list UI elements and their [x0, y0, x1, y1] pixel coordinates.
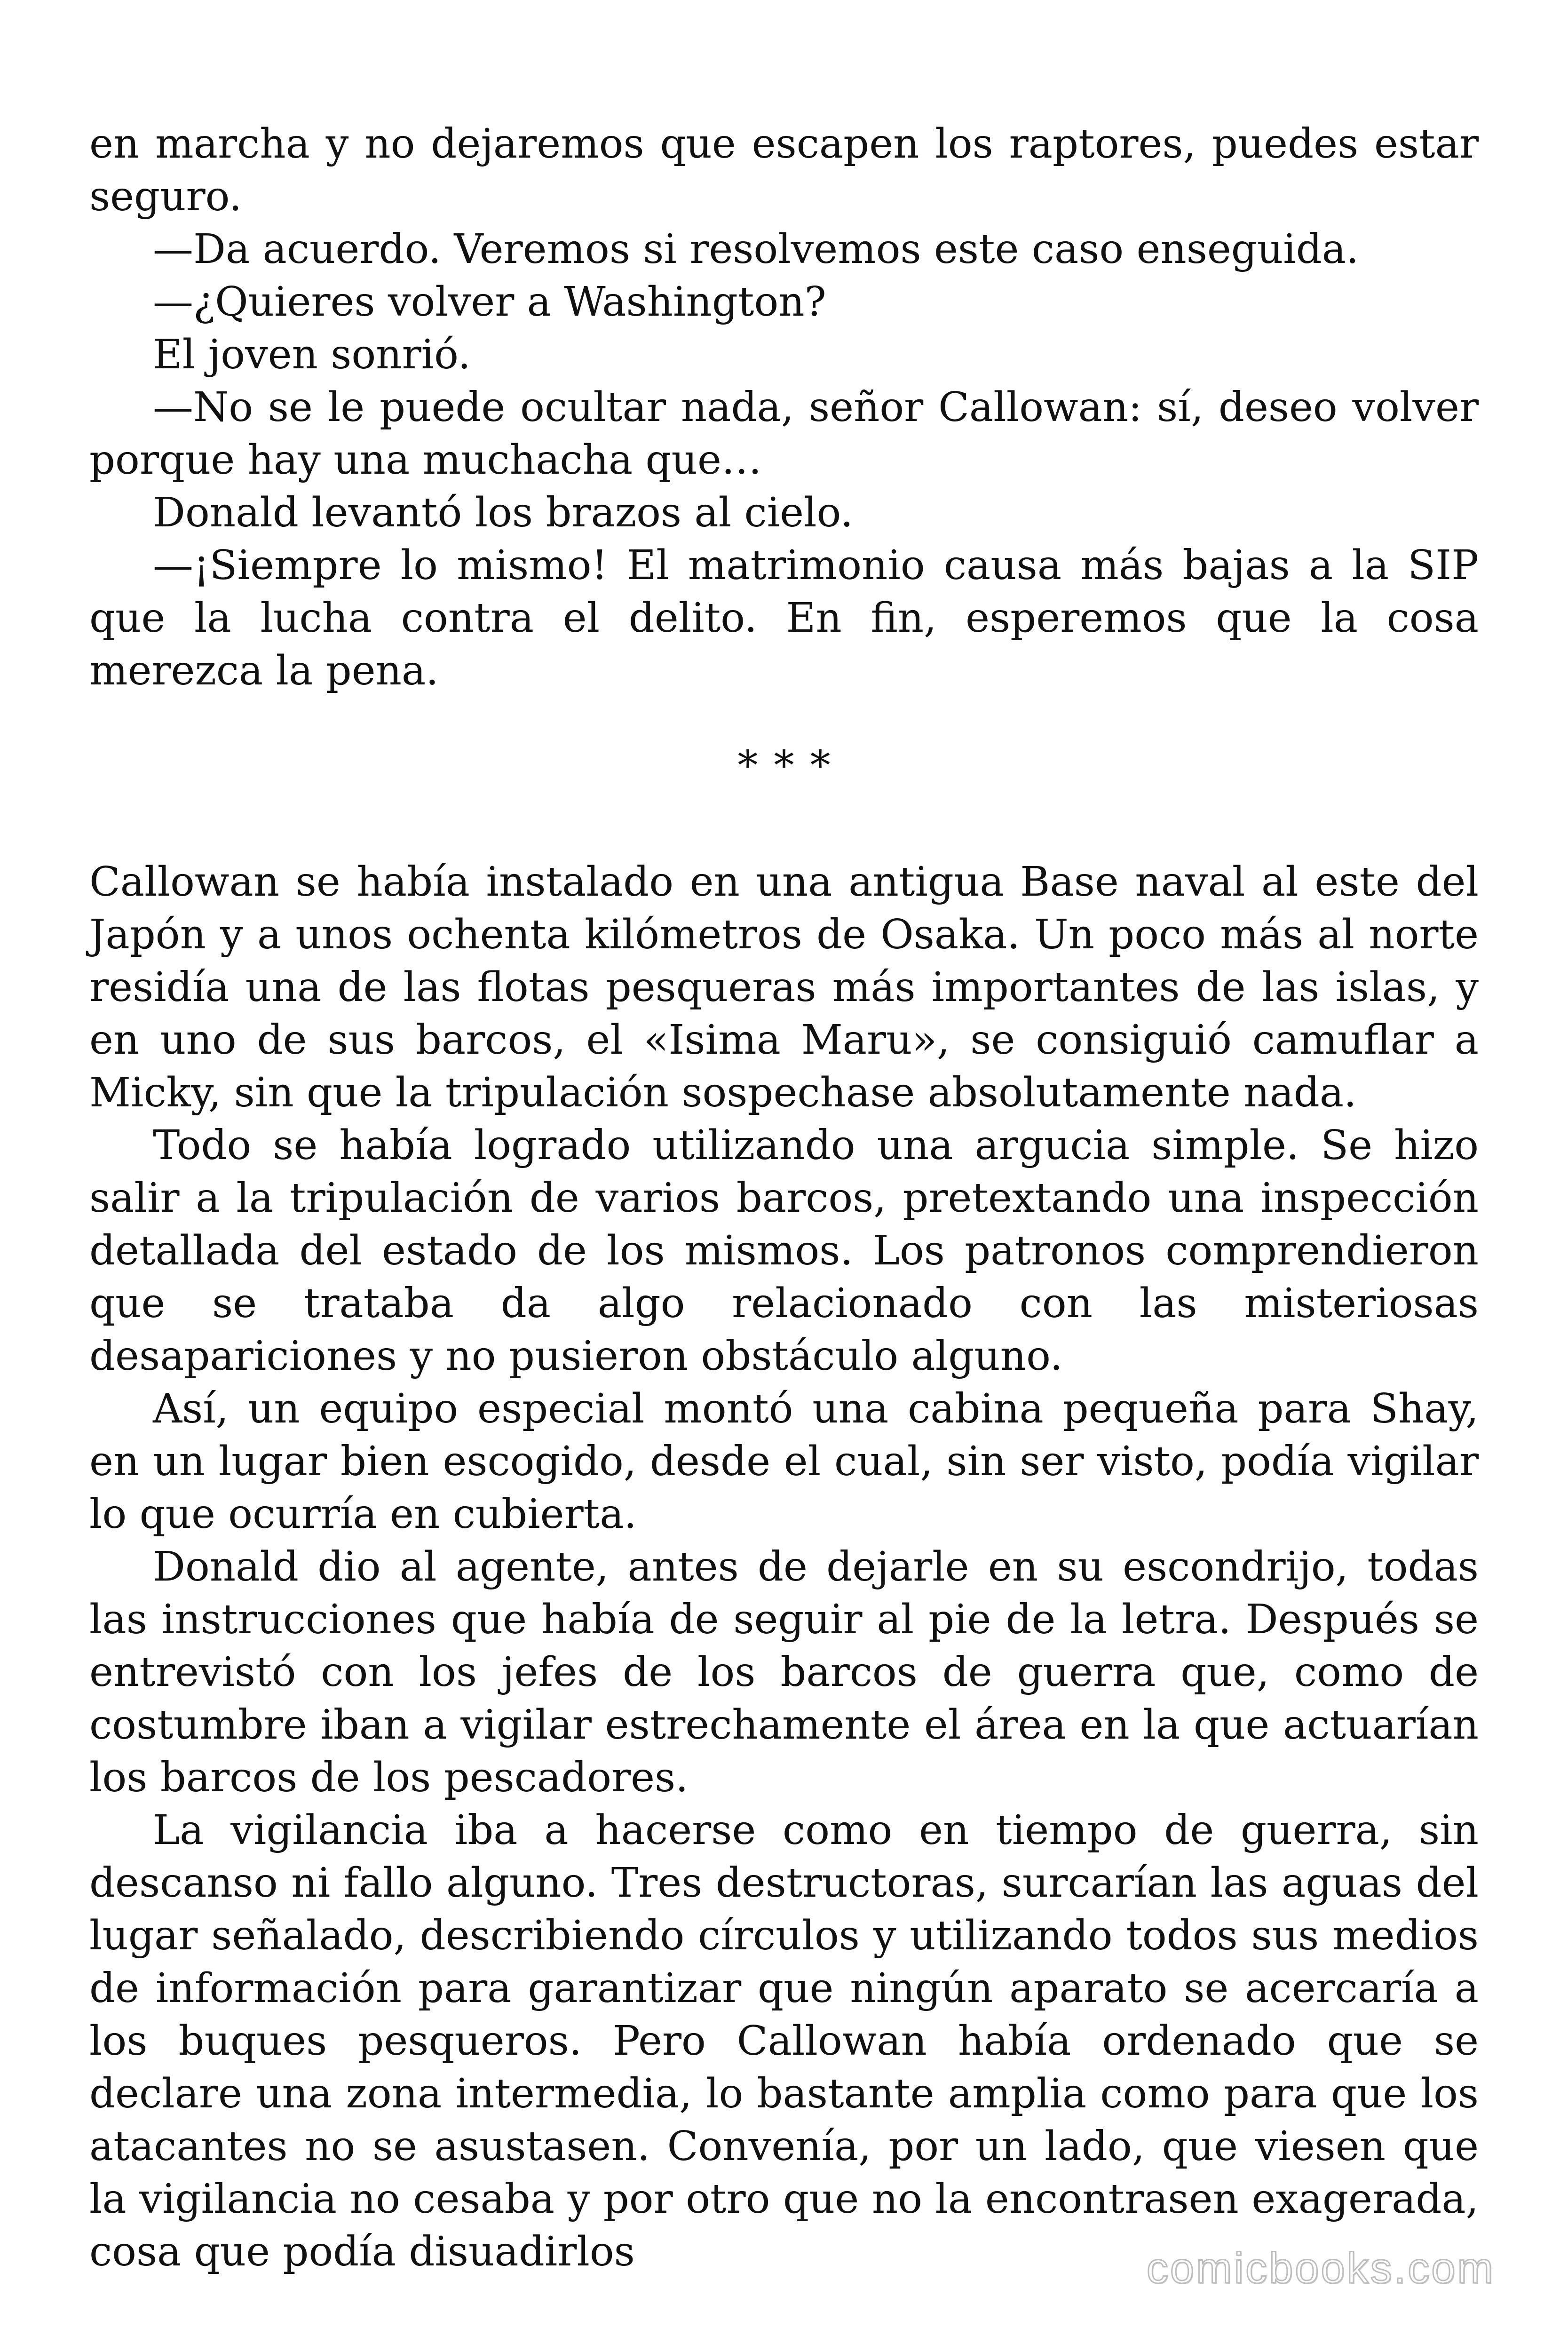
paragraph: —¡Siempre lo mismo! El matrimonio causa más bajas a la SIP que la lucha contra el delito. En fin, esperemos que la cosa merezca la pena.: [89, 542, 1479, 694]
paragraph: —No se le puede ocultar nada, señor Callowan: sí, deseo volver porque hay una muchacha que…: [89, 384, 1479, 484]
paragraph: Así, un equipo especial montó una cabina pequeña para Shay, en un lugar bien escogido, desde el cual, sin ser visto, podía vigilar lo que ocurría en cubierta.: [89, 1385, 1479, 1538]
paragraph: Todo se había logrado utilizando una argucia simple. Se hizo salir a la tripulación de varios barcos, pretextando una inspección detallada del estado de los mismos. Los patronos comprendieron que se trataba da algo relacionado con las misteriosas desapariciones y no pusieron obstáculo alguno.: [89, 1122, 1479, 1380]
paragraph: —Da acuerdo. Veremos si resolvemos este caso enseguida.: [153, 226, 1359, 273]
paragraph-section-start: Callowan se había instalado en una antigua Base naval al este del Japón y a unos ochenta kilómetros de Osaka. Un poco más al norte residía una de las flotas pesqueras más importantes de las islas, y en uno de sus barcos, el «Isima Maru», se consiguió camuflar a Micky, sin que la tripulación sospechase absolutamente nada.: [89, 858, 1479, 1116]
watermark-text: comicbooks.com: [1146, 2244, 1495, 2292]
paragraph: El joven sonrió.: [153, 331, 471, 378]
paragraph: Donald dio al agente, antes de dejarle en su escondrijo, todas las instrucciones que había de seguir al pie de la letra. Después se entrevistó con los jefes de los barcos de guerra que, como de costumbre iban a vigilar estrechamente el área en la que actuarían los barcos de los pescadores.: [89, 1543, 1479, 1801]
paragraph: La vigilancia iba a hacerse como en tiempo de guerra, sin descanso ni fallo alguno. Tres destructoras, surcarían las aguas del lugar señalado, describiendo círculos y utilizando todos sus medios de información para garantizar que ningún aparato se acercaría a los buques pesqueros. Pero Callowan había ordenado que se declare una zona intermedia, lo bastante amplia como para que los atacantes no se asustasen. Convenía, por un lado, que viesen que la vigilancia no cesaba y por otro que no la encontrasen exagerada, cosa que podía disuadirlos: [89, 1807, 1479, 2275]
book-page: [89, 118, 1479, 2278]
paragraph: —¿Quieres volver a Washington?: [153, 278, 826, 326]
paragraph-continuation: en marcha y no dejaremos que escapen los raptores, puedes estar seguro.: [89, 120, 1479, 220]
section-break: ***: [737, 742, 847, 789]
paragraph: Donald levantó los brazos al cielo.: [153, 489, 854, 536]
